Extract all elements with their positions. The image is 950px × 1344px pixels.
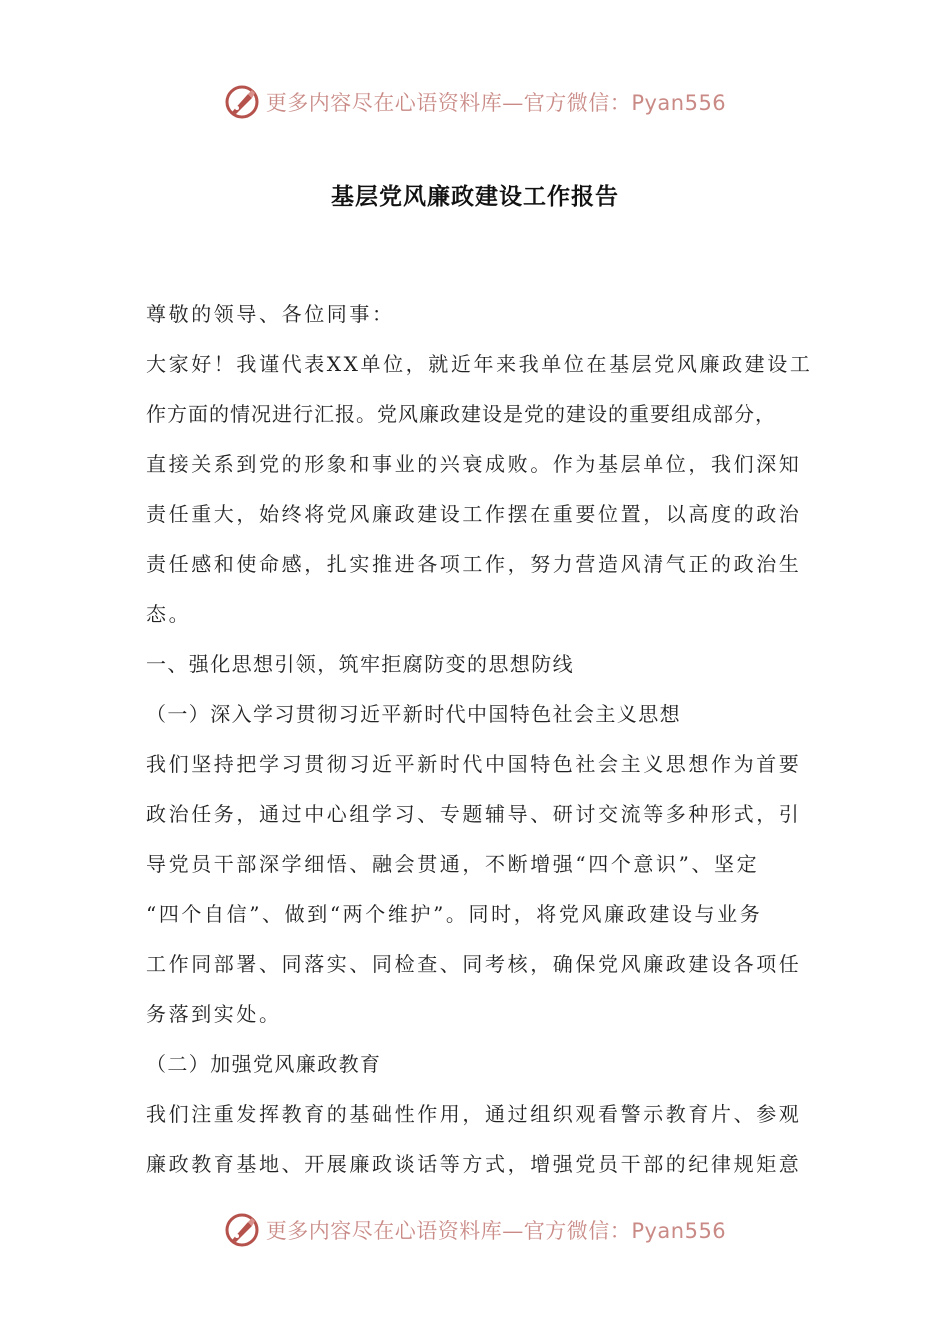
- watermark-text: 更多内容尽在心语资料库—官方微信：Pyan556: [265, 1219, 727, 1243]
- watermark-banner-top: [0, 80, 950, 124]
- watermark-banner-bottom: [0, 1208, 950, 1252]
- watermark-text: 更多内容尽在心语资料库—官方微信：Pyan556: [265, 91, 727, 115]
- paragraph-line: 大家好！我谨代表XX单位，就近年来我单位在基层党风廉政建设工: [146, 352, 813, 376]
- paragraph-line: 态。: [146, 602, 192, 626]
- document-title: 基层党风廉政建设工作报告: [331, 183, 619, 210]
- paragraph-line: 廉政教育基地、开展廉政谈话等方式，增强党员干部的纪律规矩意: [146, 1152, 802, 1176]
- paragraph-line: 责任感和使命感，扎实推进各项工作，努力营造风清气正的政治生: [146, 552, 802, 576]
- paragraph-line: 我们坚持把学习贯彻习近平新时代中国特色社会主义思想作为首要: [146, 752, 802, 776]
- paragraph-line: 作方面的情况进行汇报。党风廉政建设是党的建设的重要组成部分，: [146, 402, 776, 426]
- paragraph-line: 责任重大，始终将党风廉政建设工作摆在重要位置，以高度的政治: [146, 502, 802, 526]
- subsection-heading: （二）加强党风廉政教育: [146, 1052, 382, 1076]
- document-body: [146, 296, 814, 1196]
- paragraph-line: 直接关系到党的形象和事业的兴衰成败。作为基层单位，我们深知: [146, 452, 802, 476]
- paragraph-line: 导党员干部深学细悟、融会贯通，不断增强“四个意识”、坚定: [146, 852, 760, 876]
- paragraph-line: 我们注重发挥教育的基础性作用，通过组织观看警示教育片、参观: [146, 1102, 802, 1126]
- paragraph-line: “四个自信”、做到“两个维护”。同时，将党风廉政建设与业务: [146, 902, 763, 926]
- subsection-heading: （一）深入学习贯彻习近平新时代中国特色社会主义思想: [146, 702, 681, 726]
- paragraph-line: 政治任务，通过中心组学习、专题辅导、研讨交流等多种形式，引: [146, 802, 802, 826]
- salutation-line: 尊敬的领导、各位同事：: [146, 302, 395, 326]
- pen-nib-seal-icon: [224, 84, 260, 120]
- section-heading: 一、强化思想引领，筑牢拒腐防变的思想防线: [146, 652, 574, 676]
- paragraph-line: 务落到实处。: [146, 1002, 282, 1026]
- pen-nib-seal-icon: [224, 1212, 260, 1248]
- paragraph-line: 工作同部署、同落实、同检查、同考核，确保党风廉政建设各项任: [146, 952, 802, 976]
